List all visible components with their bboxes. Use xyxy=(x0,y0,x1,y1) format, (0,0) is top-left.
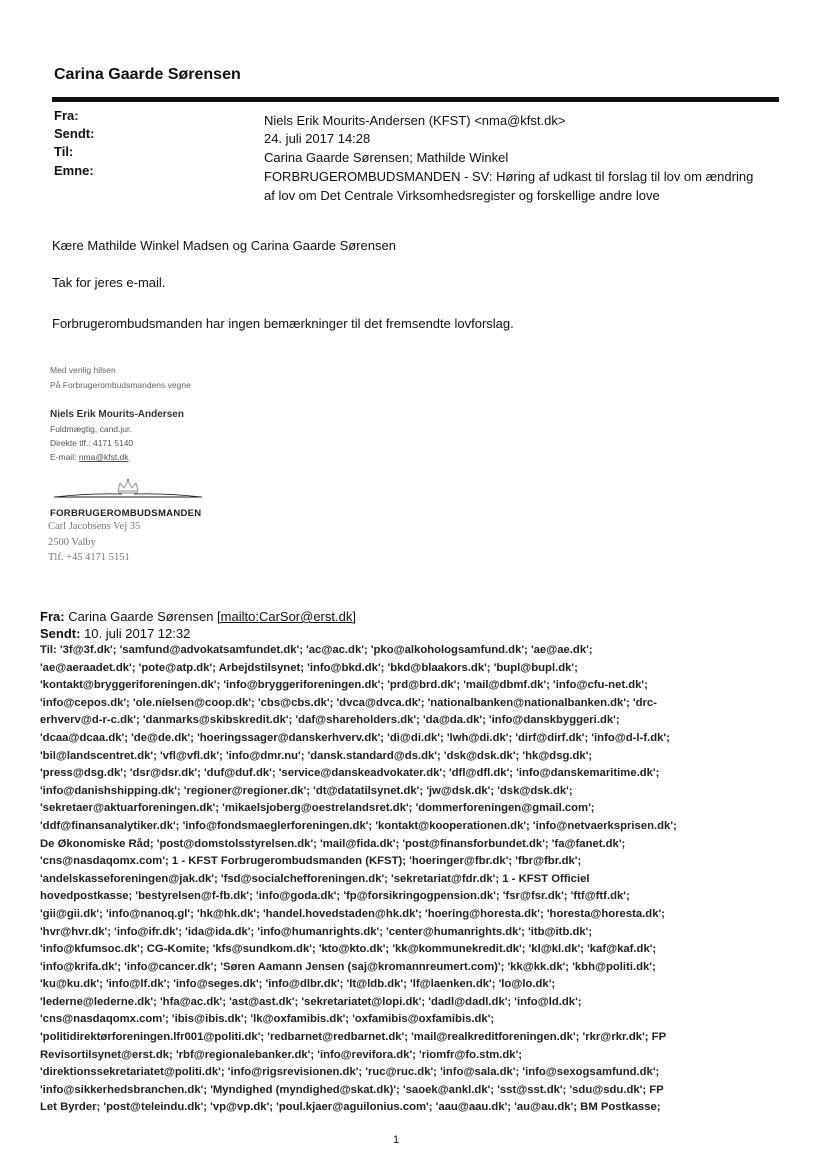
recipient-line: 'sekretaer@aktuarforeningen.dk'; 'mikaelsjoberg@oestrelandsret.dk'; 'dommerforeningen@gmail.com'; xyxy=(40,802,595,815)
recipient-line: 'info@krifa.dk'; 'info@cancer.dk'; 'Søren Aamann Jensen (saj@kromannreumert.com)'; 'kk@kk.dk'; 'kbh@politi.dk'; xyxy=(40,960,656,973)
to-label: Til: xyxy=(54,144,74,159)
salutation: Kære Mathilde Winkel Madsen og Carina Gaarde Sørensen xyxy=(52,238,396,253)
recipient-line: 'direktionssekretariatet@politi.dk'; 'info@rigsrevisionen.dk'; 'ruc@ruc.dk'; 'info@sala.dk'; 'info@sexogsamfund.dk'; xyxy=(40,1066,660,1079)
to-label: Til: xyxy=(40,644,57,656)
recipient-line: Revisortilsynet@erst.dk; 'rbf@regionalebanker.dk'; 'info@revifora.dk'; 'riomfr@fo.stm.dk'; xyxy=(40,1048,523,1061)
recipient-line: 'info@danishshipping.dk'; 'regioner@regioner.dk'; 'dt@datatilsynet.dk'; 'jw@dsk.dk'; 'dsk@dsk.dk'; xyxy=(40,784,573,797)
subject-value: FORBRUGEROMBUDSMANDEN - SV: Høring af udkast til forslag til lov om ændring xyxy=(264,169,754,184)
recipient-line: 'info@kfumsoc.dk'; CG-Komite; 'kfs@sundkom.dk'; 'kto@kto.dk'; 'kk@kommunekredit.dk'; 'kl@kl.dk'; 'kaf@kaf.dk'; xyxy=(40,943,657,956)
mailto-link[interactable]: [mailto:CarSor@erst.dk] xyxy=(217,609,356,624)
recipient-line: 'lederne@lederne.dk'; 'hfa@ac.dk'; 'ast@ast.dk'; 'sekretariatet@lopi.dk'; 'dadl@dadl.dk'; 'info@ld.dk'; xyxy=(40,995,582,1008)
signature-greeting: Med venlig hilsen xyxy=(50,365,116,375)
recipient-line: Let Byrder; 'post@teleindu.dk'; 'vp@vp.dk'; 'poul.kjaer@aguilonius.com'; 'aau@aau.dk'; 'au@au.dk'; BM Postkasse; xyxy=(40,1101,661,1114)
logo-wordmark: FORBRUGEROMBUDSMANDEN xyxy=(50,508,202,519)
recipient-line: 'bil@landscentret.dk'; 'vfl@vfl.dk'; 'info@dmr.nu'; 'dansk.standard@ds.dk'; 'dsk@dsk.dk'; 'hk@dsg.dk'; xyxy=(40,749,593,762)
signature-phone: Direkte tlf.: 4171 5140 xyxy=(50,438,134,448)
header-divider xyxy=(52,97,779,102)
crown-logo-icon xyxy=(52,478,204,504)
recipient-line: 'info@cepos.dk'; 'ole.nielsen@coop.dk'; 'cbs@cbs.dk'; 'dvca@dvca.dk'; 'nationalbanken@nationalbanken.dk'; 'drc- xyxy=(40,696,657,709)
signature-email-label: E-mail: xyxy=(50,452,79,462)
sent-value: 24. juli 2017 14:28 xyxy=(264,131,371,146)
recipient-line: 'ku@ku.dk'; 'info@lf.dk'; 'info@seges.dk'; 'info@dlbr.dk'; 'lt@ldb.dk'; 'lf@laenken.dk'; 'lo@lo.dk'; xyxy=(40,978,556,991)
forwarded-sent: Sendt: 10. juli 2017 12:32 xyxy=(40,626,191,641)
forwarded-from: Fra: Carina Gaarde Sørensen [mailto:CarSor@erst.dk] xyxy=(40,609,356,624)
sent-label: Sendt: xyxy=(54,126,95,141)
address-city: 2500 Valby xyxy=(48,537,96,548)
address-phone: Tlf. +45 4171 5151 xyxy=(48,552,130,563)
from-value: Niels Erik Mourits-Andersen (KFST) <nma@kfst.dk> xyxy=(264,113,566,128)
recipient-line: 'cns@nasdaqomx.com'; 'ibis@ibis.dk'; 'lk@oxfamibis.dk'; 'oxfamibis@oxfamibis.dk'; xyxy=(40,1013,495,1026)
recipient-line: 'ddf@finansanalytiker.dk'; 'info@fondsmaeglerforeningen.dk'; 'kontakt@kooperationen.dk'; 'info@netvaerksprisen.dk'; xyxy=(40,819,677,832)
signature-name: Niels Erik Mourits-Andersen xyxy=(50,409,184,420)
body-paragraph: Tak for jeres e-mail. xyxy=(52,275,166,290)
signature-email-link[interactable]: nma@kfst.dk xyxy=(78,452,129,462)
sender-title: Carina Gaarde Sørensen xyxy=(54,66,241,83)
recipient-line: 'kontakt@bryggeriforeningen.dk'; 'info@bryggeriforeningen.dk'; 'prd@brd.dk'; 'mail@dbmf.dk'; 'info@cfu-net.dk'; xyxy=(40,679,648,692)
recipient-line: 'press@dsg.dk'; 'dsr@dsr.dk'; 'duf@duf.dk'; 'service@danskeadvokater.dk'; 'dfl@dfl.dk'; 'info@danskemaritime.dk'; xyxy=(40,767,660,780)
to-value: Carina Gaarde Sørensen; Mathilde Winkel xyxy=(264,150,509,165)
recipient-list xyxy=(40,642,800,1117)
recipient-line: 'info@sikkerhedsbranchen.dk'; 'Myndighed (myndighed@skat.dk)'; 'saoek@ankl.dk'; 'sst@sst.dk'; 'sdu@sdu.dk'; FP xyxy=(40,1083,664,1096)
address-street: Carl Jacobsens Vej 35 xyxy=(48,521,141,532)
from-label: Fra: xyxy=(54,108,79,123)
subject-label: Emne: xyxy=(54,163,94,178)
recipient-line: 'hvr@hvr.dk'; 'info@ifr.dk'; 'ida@ida.dk'; 'info@humanrights.dk'; 'center@humanrights.dk'; 'itb@itb.dk'; xyxy=(40,925,593,938)
recipient-line: Til: '3f@3f.dk'; 'samfund@advokatsamfundet.dk'; 'ac@ac.dk'; 'pko@alkohologsamfund.dk'; 'ae@ae.dk'; xyxy=(40,644,593,656)
recipient-line: 'gii@gii.dk'; 'info@nanoq.gl'; 'hk@hk.dk'; 'handel.hovedstaden@hk.dk'; 'hoering@horesta.dk'; 'horesta@horesta.dk'; xyxy=(40,907,665,920)
page-number: 1 xyxy=(393,1134,400,1146)
recipient-line: 'ae@aeraadet.dk'; 'pote@atp.dk'; Arbejdstilsynet; 'info@bkd.dk'; 'bkd@blaakors.dk'; 'bupl@bupl.dk'; xyxy=(40,661,578,674)
recipient-line: 'cns@nasdaqomx.com'; 1 - KFST Forbrugerombudsmanden (KFST); 'hoeringer@fbr.dk'; 'fbr@fbr.dk'; xyxy=(40,855,582,868)
recipient-line: 'andelskasseforeningen@jak.dk'; 'fsd@socialchefforeningen.dk'; 'sekretariat@fdr.dk'; 1 - KFST Officiel xyxy=(40,872,590,885)
recipient-line: 'dcaa@dcaa.dk'; 'de@de.dk'; 'hoeringssager@danskerhverv.dk'; 'di@di.dk'; 'lwh@di.dk'; 'dirf@dirf.dk'; 'info@d-l-f.dk'; xyxy=(40,731,670,744)
recipient-line: hovedpostkasse; 'bestyrelsen@f-fb.dk'; 'info@goda.dk'; 'fp@forsikringogpension.dk'; 'fsr@fsr.dk'; 'ftf@ftf.dk'; xyxy=(40,890,630,903)
recipient-line: erhverv@d-r-c.dk'; 'danmarks@skibskredit.dk'; 'daf@shareholders.dk'; 'da@da.dk'; 'info@danskbyggeri.dk'; xyxy=(40,714,620,727)
signature-on-behalf: På Forbrugerombudsmandens vegne xyxy=(50,380,191,390)
signature-email-line xyxy=(50,452,129,462)
body-paragraph: Forbrugerombudsmanden har ingen bemærkninger til det fremsendte lovforslag. xyxy=(52,316,514,331)
recipient-line: De Økonomiske Råd; 'post@domstolsstyrelsen.dk'; 'mail@fida.dk'; 'post@finansforbundet.dk'; 'fa@fanet.dk'; xyxy=(40,837,626,850)
signature-role: Fuldmægtig, cand.jur. xyxy=(50,424,132,434)
recipient-line: 'politidirektørforeningen.lfr001@politi.dk'; 'redbarnet@redbarnet.dk'; 'mail@realkreditforeningen.dk'; 'rkr@rkr.dk'; FP xyxy=(40,1031,667,1044)
subject-value-continued: af lov om Det Centrale Virksomhedsregister og forskellige andre love xyxy=(264,188,660,203)
